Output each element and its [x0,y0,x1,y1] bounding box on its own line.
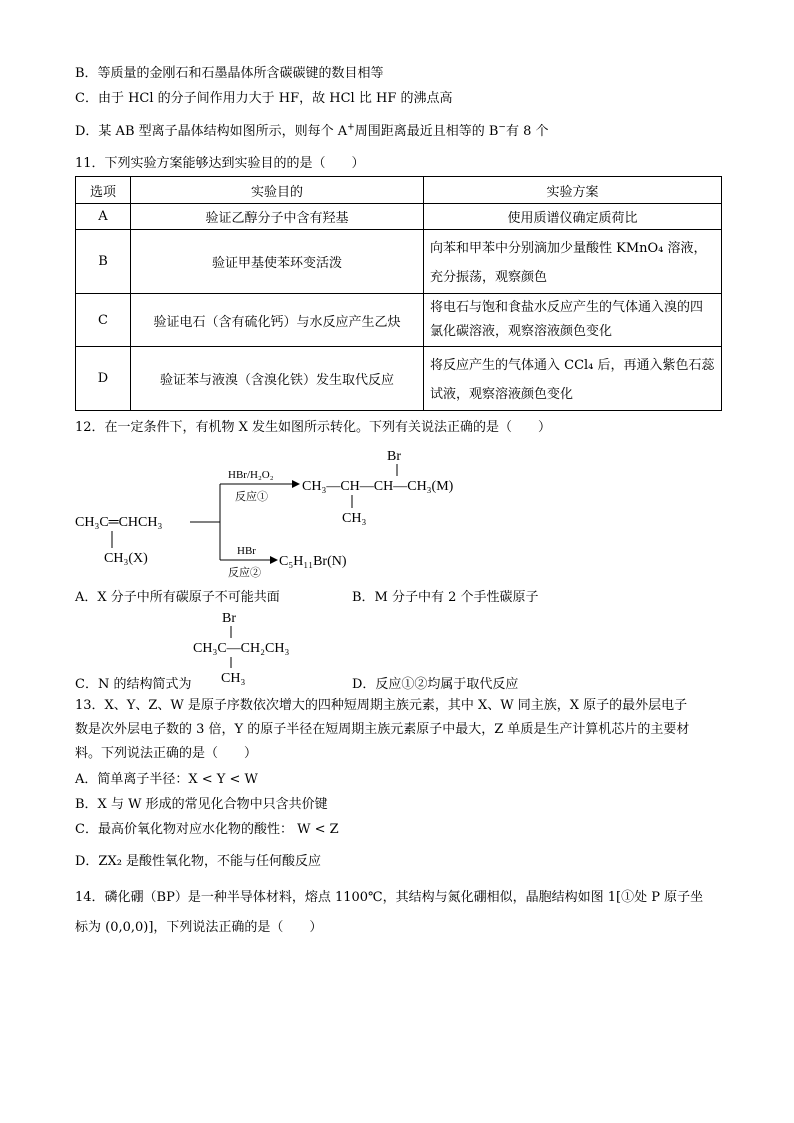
q12-option-c-structure [190,606,330,686]
q10-option-b: B．等质量的金刚石和石墨晶体所含碳碳键的数目相等 [75,66,384,81]
row-option: D [76,347,131,411]
table-row [76,294,722,347]
q12-option-b: B．M 分子中有 2 个手性碳原子 [352,590,539,605]
reactant-x-branch: CH₃(X) [104,551,148,566]
row-option: A [76,204,131,230]
q14-stem-line1: 14．磷化硼（BP）是一种半导体材料，熔点 1100℃，其结构与氮化硼相似，晶胞结构如图 1[①处 P 原子坐 [75,890,704,905]
product-m-branch: CH₃ [342,511,367,526]
arrowhead-2 [270,556,278,564]
q13-stem-line2: 数是次外层电子数的 3 倍，Y 的原子半径在短周期主族元素原子中最大，Z 单质是生产计算机芯片的主要材 [75,722,690,737]
reaction-2-label: 反应② [228,567,261,579]
table-row [76,204,722,230]
q12-reaction-scheme [70,440,530,580]
row-plan: 向苯和甲苯中分别滴加少量酸性 KMnO₄ 溶液， 充分振荡，观察颜色 [424,230,722,294]
q12-option-d: D．反应①②均属于取代反应 [352,677,519,692]
product-m-main: CH₃—CH—CH—CH₃(M) [302,479,454,494]
reaction-1-label: 反应① [235,491,268,503]
reagent-1: HBr/H₂O₂ [228,469,274,481]
q12-stem: 12．在一定条件下，有机物 X 发生如图所示转化。下列有关说法正确的是（ ） [75,420,552,435]
table-header-row [76,177,722,204]
row-plan: 使用质谱仪确定质荷比 [424,204,722,230]
header-option: 选项 [76,177,131,204]
struct-br: Br [222,611,236,626]
q11-experiment-table [75,176,722,411]
row-purpose: 验证电石（含有硫化钙）与水反应产生乙炔 [131,294,424,347]
table-row [76,230,722,294]
q14-stem-line2: 标为 (0,0,0)]，下列说法正确的是（ ） [75,920,323,935]
reactant-x-main: CH₃C═CHCH₃ [75,515,163,530]
q13-option-b: B．X 与 W 形成的常见化合物中只含共价键 [75,797,328,812]
product-n: C₅H₁₁Br(N) [279,554,347,569]
row-plan: 将电石与饱和食盐水反应产生的气体通入溴的四 氯化碳溶液，观察溶液颜色变化 [424,294,722,347]
struct-ch3: CH₃ [221,671,246,686]
q13-option-c: C．最高价氧化物对应水化物的酸性： W < Z [75,822,339,837]
q13-option-d: D．ZX₂ 是酸性氧化物，不能与任何酸反应 [75,854,322,869]
q13-option-a: A．简单离子半径：X < Y < W [75,772,258,787]
row-purpose: 验证甲基使苯环变活泼 [131,230,424,294]
product-m-br: Br [387,449,401,464]
q13-stem-line3: 料。下列说法正确的是（ ） [75,746,258,761]
header-plan: 实验方案 [424,177,722,204]
row-option: C [76,294,131,347]
row-plan: 将反应产生的气体通入 CCl₄ 后，再通入紫色石蕊 试液，观察溶液颜色变化 [424,347,722,411]
q10-option-d: D．某 AB 型离子晶体结构如图所示，则每个 A+周围距离最近且相等的 B−有 8 个 [75,122,549,139]
q12-option-c: C．N 的结构简式为 [75,677,192,692]
q10-option-c: C．由于 HCl 的分子间作用力大于 HF，故 HCl 比 HF 的沸点高 [75,91,453,106]
table-row [76,347,722,411]
struct-main: CH₃C—CH₂CH₃ [193,641,290,656]
header-purpose: 实验目的 [131,177,424,204]
arrowhead-1 [292,480,300,488]
q13-stem-line1: 13．X、Y、Z、W 是原子序数依次增大的四种短周期主族元素，其中 X、W 同主族，X 原子的最外层电子 [75,698,688,713]
row-purpose: 验证苯与液溴（含溴化铁）发生取代反应 [131,347,424,411]
q12-option-a: A．X 分子中所有碳原子不可能共面 [75,590,280,605]
row-purpose: 验证乙醇分子中含有羟基 [131,204,424,230]
row-option: B [76,230,131,294]
q11-stem: 11．下列实验方案能够达到实验目的的是（ ） [75,156,365,171]
reagent-2: HBr [237,545,256,557]
